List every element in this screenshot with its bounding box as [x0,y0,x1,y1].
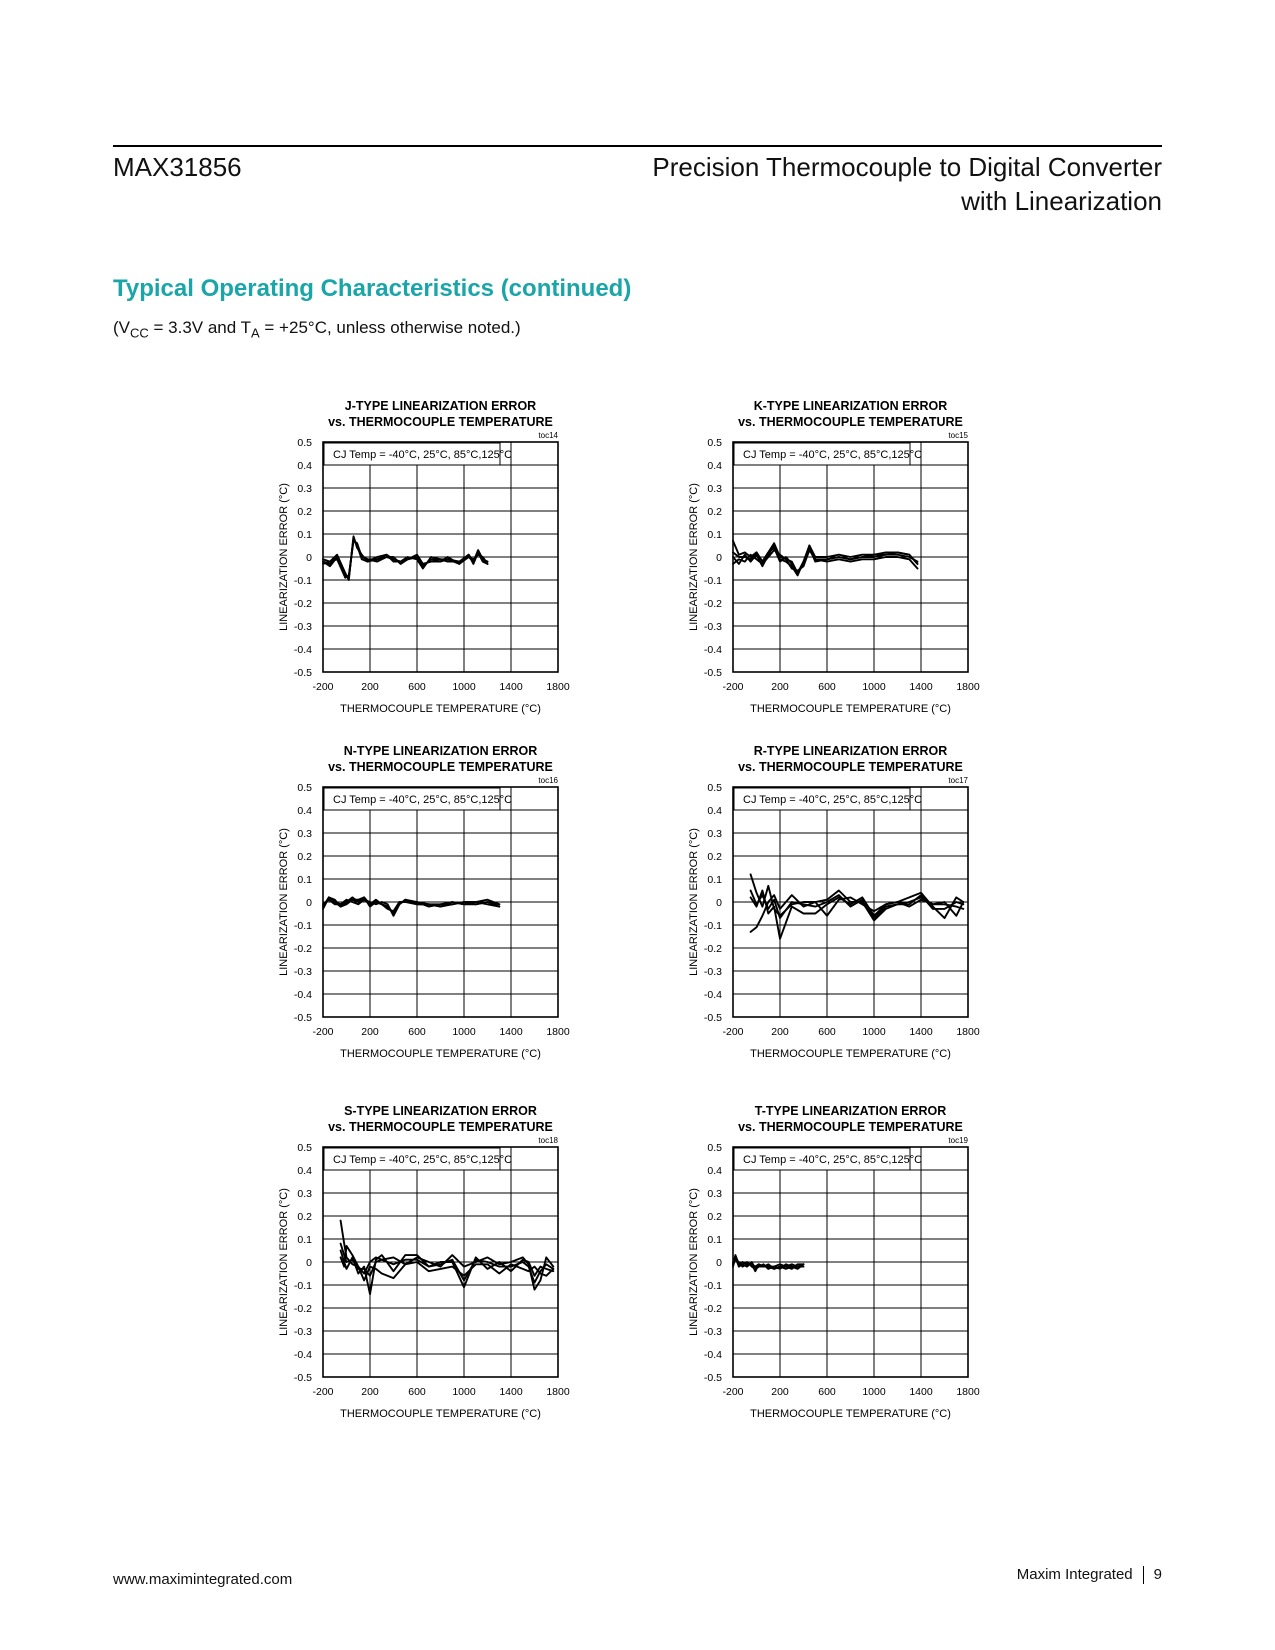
y-tick-label: 0.5 [297,782,312,794]
chart-tag: toc16 [538,776,558,785]
chart-s-type [265,1105,645,1445]
chart-title-line2: vs. THERMOCOUPLE TEMPERATURE [738,415,963,429]
x-axis-label: THERMOCOUPLE TEMPERATURE (°C) [750,703,951,715]
company-name: Maxim Integrated [1016,1566,1133,1583]
chart-title-line1: T-TYPE LINEARIZATION ERROR [754,1104,947,1118]
y-tick-label: 0.4 [707,805,722,817]
y-tick-label: -0.4 [293,644,312,656]
y-tick-label: 0.4 [297,460,312,472]
chart-tag: toc19 [948,1136,968,1145]
x-tick-label: -200 [722,1386,744,1398]
y-tick-label: -0.4 [293,989,312,1001]
chart-annotation: CJ Temp = -40°C, 25°C, 85°C,125°C [743,1154,923,1166]
y-tick-label: 0.3 [297,483,312,495]
y-axis-label: LINEARIZATION ERROR (°C) [278,1188,290,1336]
y-tick-label: 0.4 [707,460,722,472]
chart-svg [675,1105,1055,1445]
x-tick-label: 200 [771,1026,789,1038]
chart-svg [675,745,1055,1085]
x-tick-label: 1000 [862,1026,886,1038]
x-tick-label: -200 [722,1026,744,1038]
series-line [733,543,918,573]
x-tick-label: 600 [408,1026,426,1038]
x-tick-label: 1000 [452,1026,476,1038]
y-tick-label: -0.3 [293,966,312,978]
chart-r-type [675,745,1055,1085]
y-tick-label: -0.1 [703,1280,722,1292]
x-tick-label: 1000 [452,681,476,693]
chart-svg [265,1105,645,1445]
chart-title-line1: J-TYPE LINEARIZATION ERROR [344,399,537,413]
y-axis-label: LINEARIZATION ERROR (°C) [688,483,700,631]
x-axis-label: THERMOCOUPLE TEMPERATURE (°C) [750,1408,951,1420]
y-tick-label: 0.2 [297,1211,312,1223]
chart-svg [265,400,645,740]
x-tick-label: 200 [771,1386,789,1398]
cond-sub-cc: CC [130,325,149,341]
y-tick-label: -0.5 [703,667,722,679]
y-tick-label: 0.5 [297,1142,312,1154]
x-tick-label: 1800 [546,1026,570,1038]
chart-title-line1: K-TYPE LINEARIZATION ERROR [753,399,948,413]
y-tick-label: -0.2 [293,598,312,610]
chart-svg [265,745,645,1085]
x-tick-label: 600 [818,681,836,693]
x-tick-label: 600 [818,1026,836,1038]
page-number: 9 [1153,1566,1162,1583]
series-line [323,897,499,913]
y-tick-label: 0 [716,552,722,564]
y-tick-label: 0.1 [297,874,312,886]
y-tick-label: -0.2 [293,943,312,955]
cond-prefix: (V [113,318,130,337]
y-tick-label: -0.3 [703,1326,722,1338]
y-tick-label: 0.2 [297,506,312,518]
chart-annotation: CJ Temp = -40°C, 25°C, 85°C,125°C [743,449,923,461]
y-tick-label: 0.1 [297,1234,312,1246]
y-tick-label: 0.1 [707,529,722,541]
y-tick-label: -0.3 [293,1326,312,1338]
x-axis-label: THERMOCOUPLE TEMPERATURE (°C) [340,703,541,715]
y-tick-label: -0.4 [703,989,722,1001]
chart-annotation: CJ Temp = -40°C, 25°C, 85°C,125°C [333,1154,513,1166]
chart-k-type [675,400,1055,740]
chart-title-line1: R-TYPE LINEARIZATION ERROR [753,744,948,758]
chart-title-line2: vs. THERMOCOUPLE TEMPERATURE [738,760,963,774]
document-title-line2: with Linearization [961,186,1162,216]
y-tick-label: -0.5 [703,1012,722,1024]
y-tick-label: 0.3 [297,828,312,840]
chart-tag: toc15 [948,431,968,440]
x-tick-label: 600 [818,1386,836,1398]
x-tick-label: 1000 [862,681,886,693]
y-tick-label: -0.1 [703,575,722,587]
x-axis-label: THERMOCOUPLE TEMPERATURE (°C) [340,1048,541,1060]
chart-tag: toc18 [538,1136,558,1145]
y-tick-label: -0.3 [703,621,722,633]
y-tick-label: 0.2 [707,851,722,863]
chart-title-line2: vs. THERMOCOUPLE TEMPERATURE [328,1120,553,1134]
y-tick-label: -0.2 [293,1303,312,1315]
y-tick-label: 0.3 [297,1188,312,1200]
y-tick-label: 0.5 [297,437,312,449]
y-tick-label: 0.2 [707,1211,722,1223]
x-tick-label: 600 [408,1386,426,1398]
y-tick-label: -0.2 [703,1303,722,1315]
chart-j-type [265,400,645,740]
chart-title-line1: N-TYPE LINEARIZATION ERROR [343,744,538,758]
y-tick-label: 0 [306,552,312,564]
y-tick-label: -0.3 [293,621,312,633]
y-tick-label: -0.5 [703,1372,722,1384]
y-tick-label: 0 [306,897,312,909]
y-tick-label: 0.5 [707,1142,722,1154]
y-tick-label: 0.1 [707,874,722,886]
x-tick-label: 200 [361,1026,379,1038]
y-tick-label: -0.5 [293,1372,312,1384]
footer-company [1017,1566,1162,1584]
y-tick-label: -0.5 [293,667,312,679]
chart-svg [675,400,1055,740]
x-tick-label: 1400 [909,1386,933,1398]
y-tick-label: 0 [716,1257,722,1269]
x-tick-label: 1800 [546,681,570,693]
y-tick-label: -0.2 [703,943,722,955]
y-axis-label: LINEARIZATION ERROR (°C) [688,828,700,976]
x-tick-label: 1800 [956,1386,980,1398]
x-tick-label: 1800 [546,1386,570,1398]
chart-t-type [675,1105,1055,1445]
document-title-line1: Precision Thermocouple to Digital Converter [652,152,1162,182]
x-axis-label: THERMOCOUPLE TEMPERATURE (°C) [340,1408,541,1420]
x-tick-label: 200 [361,681,379,693]
x-tick-label: -200 [312,1386,334,1398]
y-tick-label: 0.2 [297,851,312,863]
y-tick-label: 0.2 [707,506,722,518]
x-tick-label: 200 [361,1386,379,1398]
part-number: MAX31856 [113,152,242,182]
y-tick-label: 0.5 [707,437,722,449]
y-tick-label: -0.1 [293,920,312,932]
y-tick-label: 0.3 [707,483,722,495]
x-tick-label: 1800 [956,1026,980,1038]
x-axis-label: THERMOCOUPLE TEMPERATURE (°C) [750,1048,951,1060]
y-tick-label: 0.5 [707,782,722,794]
y-tick-label: -0.5 [293,1012,312,1024]
y-tick-label: -0.1 [293,1280,312,1292]
x-tick-label: 200 [771,681,789,693]
y-tick-label: 0 [716,897,722,909]
y-tick-label: -0.4 [293,1349,312,1361]
cond-sub-a: A [251,325,260,341]
header-rule [113,145,1162,147]
x-tick-label: -200 [312,681,334,693]
y-tick-label: -0.4 [703,644,722,656]
y-tick-label: -0.1 [703,920,722,932]
cond-suffix: = +25°C, unless otherwise noted.) [259,318,521,337]
y-tick-label: 0.1 [707,1234,722,1246]
x-tick-label: 1400 [499,681,523,693]
x-tick-label: 1400 [499,1026,523,1038]
test-conditions [113,318,521,340]
x-tick-label: 1800 [956,681,980,693]
x-tick-label: -200 [312,1026,334,1038]
chart-title-line2: vs. THERMOCOUPLE TEMPERATURE [328,760,553,774]
y-tick-label: -0.2 [703,598,722,610]
y-tick-label: 0.4 [297,1165,312,1177]
chart-title-line1: S-TYPE LINEARIZATION ERROR [344,1104,537,1118]
chart-n-type [265,745,645,1085]
chart-tag: toc14 [538,431,558,440]
chart-annotation: CJ Temp = -40°C, 25°C, 85°C,125°C [333,794,513,806]
x-tick-label: 1000 [862,1386,886,1398]
x-tick-label: 1400 [909,681,933,693]
footer-url[interactable]: www.maximintegrated.com [113,1571,293,1588]
y-tick-label: 0.3 [707,828,722,840]
y-tick-label: -0.1 [293,575,312,587]
y-tick-label: 0 [306,1257,312,1269]
y-axis-label: LINEARIZATION ERROR (°C) [278,483,290,631]
section-title: Typical Operating Characteristics (continued) [113,275,632,302]
y-tick-label: 0.4 [297,805,312,817]
x-tick-label: 1000 [452,1386,476,1398]
footer-separator [1143,1566,1144,1584]
cond-mid: = 3.3V and T [148,318,252,337]
x-tick-label: 1400 [499,1386,523,1398]
y-tick-label: -0.3 [703,966,722,978]
x-tick-label: -200 [722,681,744,693]
chart-annotation: CJ Temp = -40°C, 25°C, 85°C,125°C [333,449,513,461]
y-tick-label: 0.1 [297,529,312,541]
x-tick-label: 600 [408,681,426,693]
y-tick-label: -0.4 [703,1349,722,1361]
chart-title-line2: vs. THERMOCOUPLE TEMPERATURE [328,415,553,429]
chart-annotation: CJ Temp = -40°C, 25°C, 85°C,125°C [743,794,923,806]
y-axis-label: LINEARIZATION ERROR (°C) [688,1188,700,1336]
y-tick-label: 0.4 [707,1165,722,1177]
y-tick-label: 0.3 [707,1188,722,1200]
chart-tag: toc17 [948,776,968,785]
y-axis-label: LINEARIZATION ERROR (°C) [278,828,290,976]
x-tick-label: 1400 [909,1026,933,1038]
chart-title-line2: vs. THERMOCOUPLE TEMPERATURE [738,1120,963,1134]
